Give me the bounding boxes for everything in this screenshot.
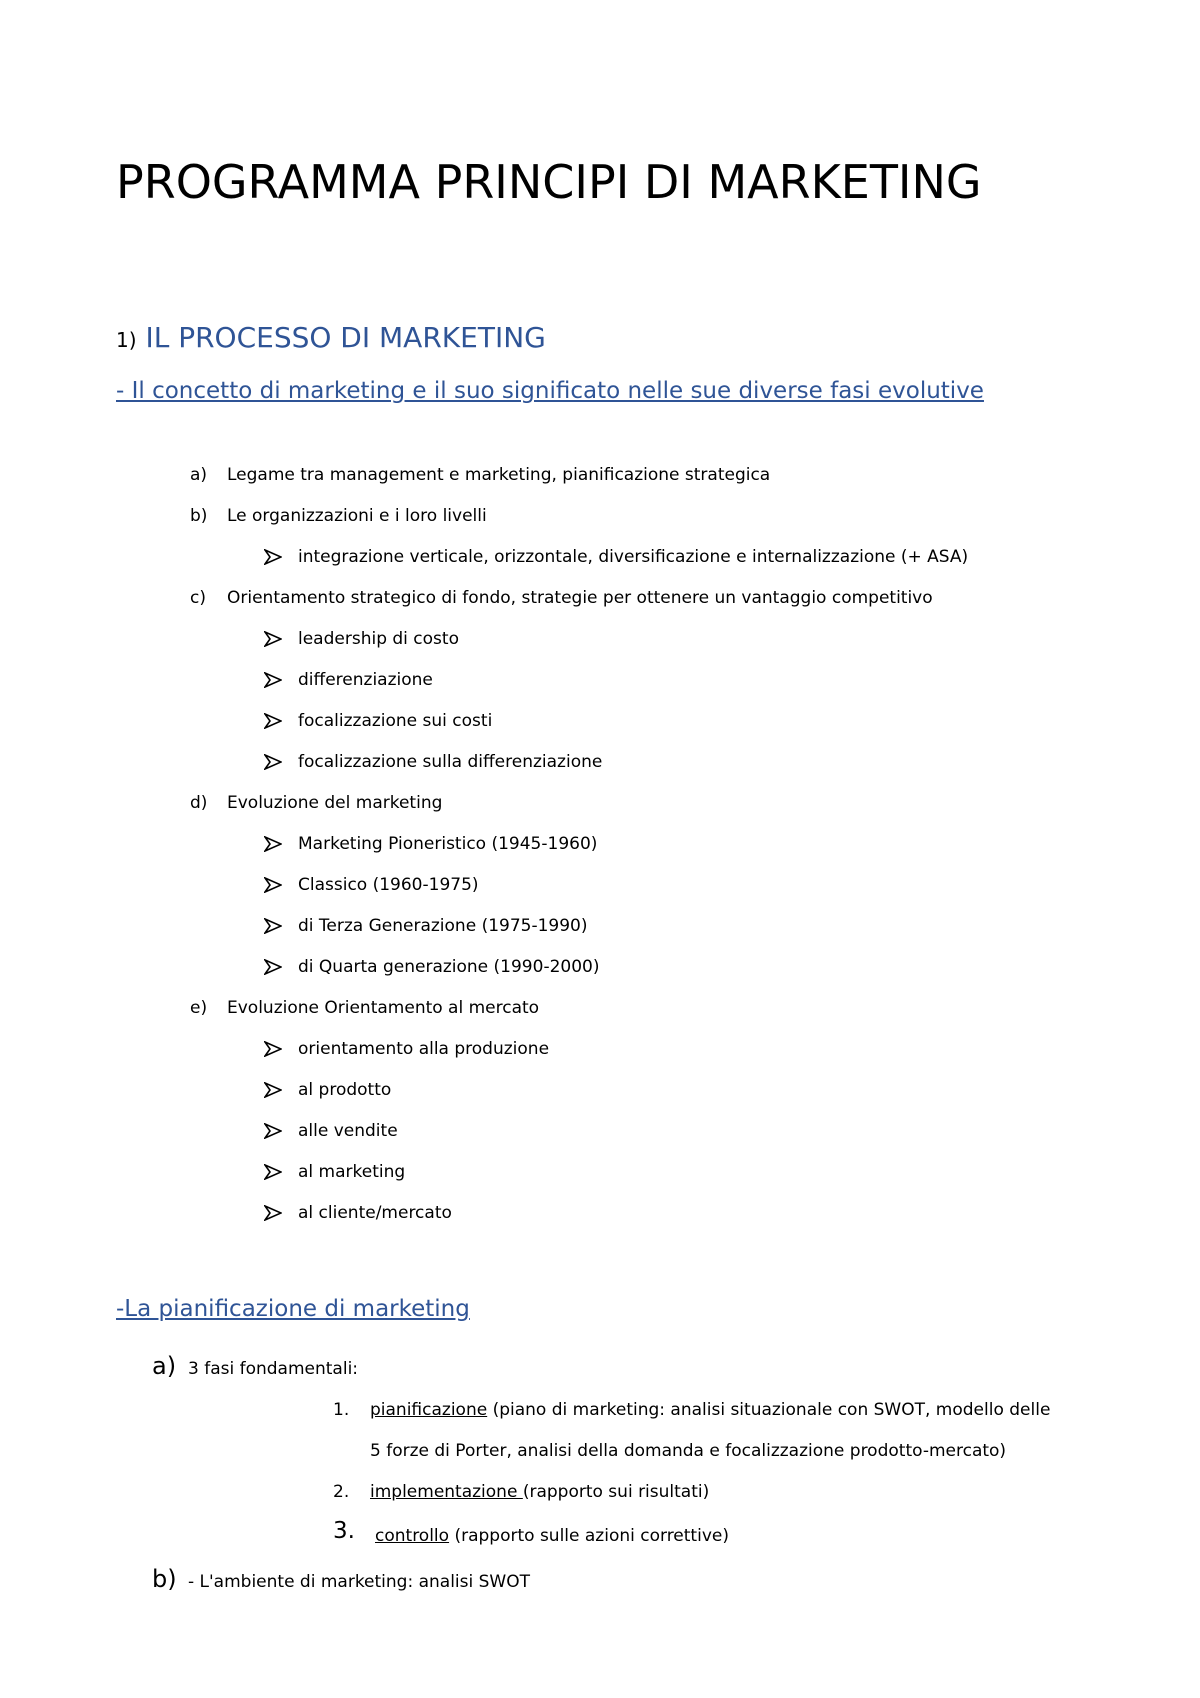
list-marker: b): [152, 1565, 177, 1593]
number-marker: 1.: [333, 1400, 350, 1420]
arrow-bullet-icon: [264, 1164, 282, 1180]
numbered-item-continuation: 5 forze di Porter, analisi della domanda e focalizzazione prodotto-mercato): [370, 1441, 1007, 1461]
arrow-bullet-icon: [264, 918, 282, 934]
list-marker: e): [190, 998, 208, 1018]
arrow-bullet-icon: [264, 836, 282, 852]
list-item-text: - L'ambiente di marketing: analisi SWOT: [188, 1572, 531, 1592]
arrow-bullet-icon: [264, 713, 282, 729]
list-item-text: 3 fasi fondamentali:: [188, 1359, 359, 1379]
sub-list-item-text: integrazione verticale, orizzontale, diversificazione e internalizzazione (+ ASA): [298, 547, 969, 567]
step-term: implementazione: [370, 1482, 523, 1502]
sub-list-item-text: focalizzazione sulla differenziazione: [298, 752, 603, 772]
numbered-item-text: [370, 1480, 709, 1504]
list-marker: a): [190, 465, 208, 485]
step-term: controllo: [375, 1526, 450, 1546]
step-description: (rapporto sulle azioni correttive): [449, 1526, 729, 1546]
sub-list-item-text: di Terza Generazione (1975-1990): [298, 916, 588, 936]
list-item-text: Legame tra management e marketing, pianificazione strategica: [227, 465, 771, 485]
numbered-item-text: [375, 1524, 729, 1548]
sub-list-item-text: di Quarta generazione (1990-2000): [298, 957, 600, 977]
list-item-text: Le organizzazioni e i loro livelli: [227, 506, 487, 526]
step-description: (rapporto sui risultati): [522, 1482, 710, 1502]
sub-list-item-text: focalizzazione sui costi: [298, 711, 493, 731]
arrow-bullet-icon: [264, 549, 282, 565]
arrow-bullet-icon: [264, 959, 282, 975]
list-marker: d): [190, 793, 208, 813]
section-heading: [116, 318, 546, 360]
list-marker: c): [190, 588, 206, 608]
subheading-pianificazione: -La pianificazione di marketing: [116, 1296, 470, 1322]
step-term: pianificazione: [370, 1400, 488, 1420]
arrow-bullet-icon: [264, 754, 282, 770]
section-title: IL PROCESSO DI MARKETING: [145, 321, 546, 354]
numbered-item-text: [370, 1398, 1050, 1422]
arrow-bullet-icon: [264, 877, 282, 893]
sub-list-item-text: orientamento alla produzione: [298, 1039, 550, 1059]
sub-list-item-text: Classico (1960-1975): [298, 875, 479, 895]
arrow-bullet-icon: [264, 672, 282, 688]
arrow-bullet-icon: [264, 631, 282, 647]
sub-list-item-text: al marketing: [298, 1162, 406, 1182]
list-marker: b): [190, 506, 208, 526]
number-marker: 2.: [333, 1482, 350, 1502]
sub-list-item-text: al prodotto: [298, 1080, 392, 1100]
document-title: PROGRAMMA PRINCIPI DI MARKETING: [116, 155, 982, 209]
sub-list-item-text: leadership di costo: [298, 629, 459, 649]
sub-list-item-text: al cliente/mercato: [298, 1203, 452, 1223]
section-number: 1): [116, 328, 137, 352]
subheading-concetto-marketing: - Il concetto di marketing e il suo significato nelle sue diverse fasi evolutive: [116, 378, 984, 404]
list-item-text: Evoluzione del marketing: [227, 793, 443, 813]
list-marker: a): [152, 1352, 177, 1380]
list-item-text: Orientamento strategico di fondo, strategie per ottenere un vantaggio competitivo: [227, 588, 933, 608]
sub-list-item-text: Marketing Pioneristico (1945-1960): [298, 834, 598, 854]
step-description: (piano di marketing: analisi situazionale con SWOT, modello delle: [487, 1400, 1051, 1420]
arrow-bullet-icon: [264, 1041, 282, 1057]
arrow-bullet-icon: [264, 1205, 282, 1221]
sub-list-item-text: alle vendite: [298, 1121, 398, 1141]
sub-list-item-text: differenziazione: [298, 670, 433, 690]
arrow-bullet-icon: [264, 1123, 282, 1139]
list-item-text: Evoluzione Orientamento al mercato: [227, 998, 540, 1018]
arrow-bullet-icon: [264, 1082, 282, 1098]
number-marker: 3.: [333, 1518, 355, 1544]
